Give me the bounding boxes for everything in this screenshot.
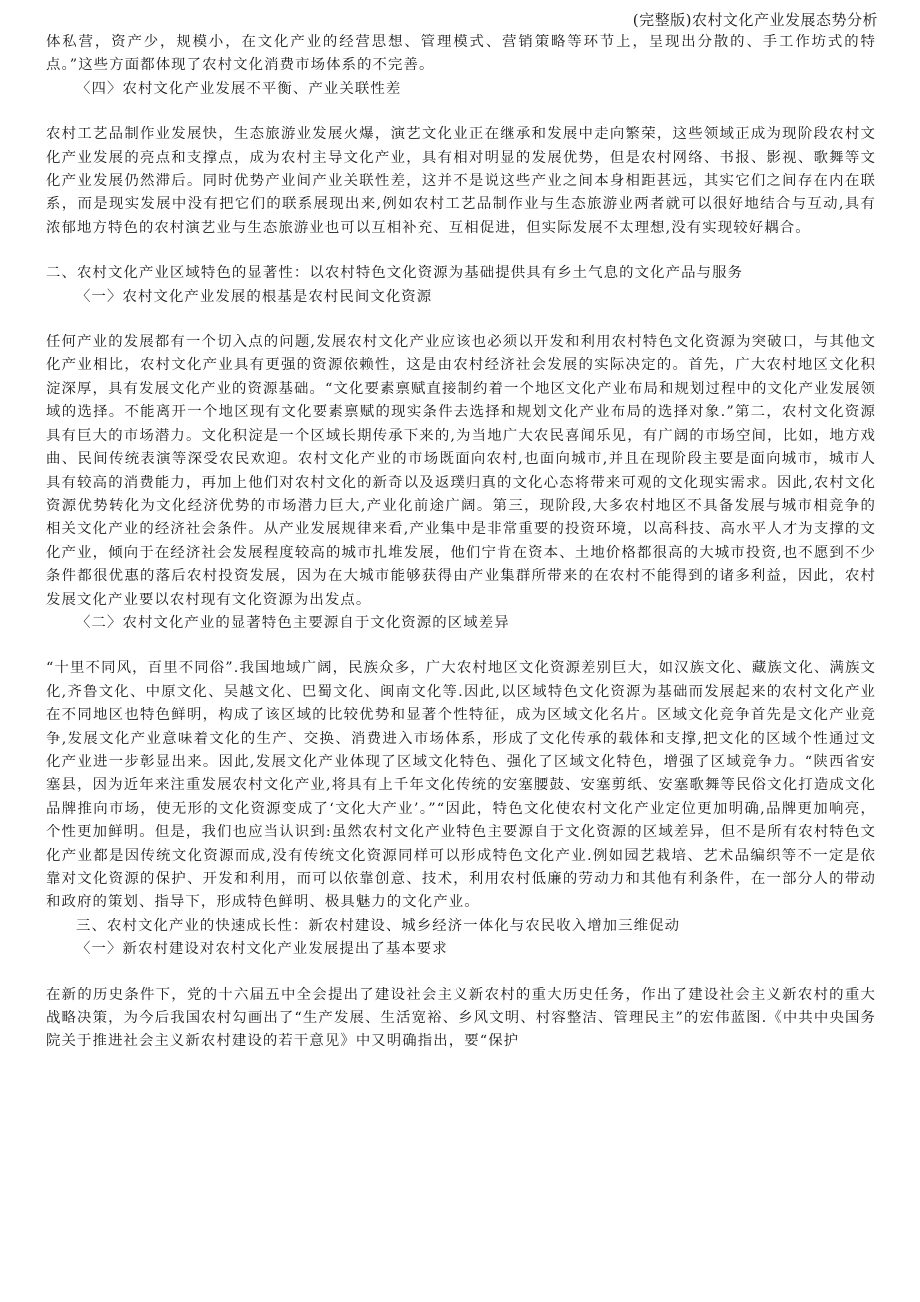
paragraph-consumer-market: 体私营，资产少，规模小，在文化产业的经营思想、管理模式、营销策略等环节上，呈现出分散的、手工作坊式的特点。”这些方面都体现了农村文化消费市场体系的不完善。	[46, 34, 876, 74]
paragraph-imbalance: 农村工艺品制作业发展快，生态旅游业发展火爆，演艺文化业正在继承和发展中走向繁荣，这些领域正成为现阶段农村文化产业发展的亮点和支撑点，成为农村主导文化产业，具有相对明显的发展优势，但是农村网络、书报、影视、歌舞等文化产业发展仍然滞后。同时优势产业间产业关联性差，这并不是说这些产业之间本身相距甚远，其实它们之间存在内在联系，而是现实发展中没有把它们的联系展现出来,例如农村工艺品制作业与生态旅游业两者就可以很好地结合与互动,具有浓郁地方特色的农村演艺业与生态旅游业也可以互相补充、互相促进，但实际发展不太理想,没有实现较好耦合。	[46, 126, 876, 236]
document-body	[46, 31, 876, 1054]
subsection-heading-3-1: 〈一〉新农村建设对农村文化产业发展提出了基本要求	[76, 941, 448, 958]
page-header-title: (完整版)农村文化产业发展态势分析	[632, 11, 878, 29]
subsection-heading-2-2: 〈二〉农村文化产业的显著特色主要源自于文化资源的区域差异	[76, 614, 510, 631]
section-heading-4: 〈四〉农村文化产业发展不平衡、产业关联性差	[76, 80, 402, 97]
section-heading-two: 二、农村文化产业区域特色的显著性：以农村特色文化资源为基础提供具有乡土气息的文化产品与服务	[46, 265, 744, 282]
paragraph-folk-resources: 任何产业的发展都有一个切入点的问题,发展农村文化产业应该也必须以开发和利用农村特色文化资源为突破口，与其他文化产业相比，农村文化产业具有更强的资源依赖性，这是由农村经济社会发展的实际决定的。首先，广大农村地区文化积淀深厚，具有发展文化产业的资源基础。“文化要素禀赋直接制约着一个地区文化产业布局和规划过程中的文化产业发展领域的选择。不能离开一个地区现有文化要素禀赋的现实条件去选择和规划文化产业布局的选择对象.”第二，农村文化资源具有巨大的市场潜力。文化积淀是一个区域长期传承下来的,为当地广大农民喜闻乐见，有广阔的市场空间，比如，地方戏曲、民间传统表演等深受农民欢迎。农村文化产业的市场既面向农村,也面向城市,并且在现阶段主要是面向城市，城市人具有较高的消费能力，再加上他们对农村文化的新奇以及返璞归真的文化心态将带来可观的文化现实需求。因此,农村文化资源优势转化为文化经济优势的市场潜力巨大,产业化前途广阔。第三，现阶段,大多农村地区不具备发展与城市相竞争的相关文化产业的经济社会条件。从产业发展规律来看,产业集中是非常重要的投资环境，以高科技、高水平人才为支撑的文化产业，倾向于在经济社会发展程度较高的城市扎堆发展，他们宁肯在资本、土地价格都很高的大城市投资,也不愿到不少条件都很优惠的落后农村投资发展，因为在大城市能够获得由产业集群所带来的在农村不能得到的诸多利益，因此，农村发展文化产业要以农村现有文化资源为出发点。	[46, 334, 876, 608]
paragraph-new-countryside: 在新的历史条件下，党的十六届五中全会提出了建设社会主义新农村的重大历史任务，作出了建设社会主义新农村的重大战略决策，为今后我国农村勾画出了“生产发展、生活宽裕、乡风文明、村容整洁、管理民主”的宏伟蓝图.《中共中央国务院关于推进社会主义新农村建设的若干意见》中又明确指出，要“保护	[46, 986, 876, 1050]
section-heading-three: 三、农村文化产业的快速成长性：新农村建设、城乡经济一体化与农民收入增加三维促动	[76, 917, 681, 934]
paragraph-regional-difference: “十里不同风，百里不同俗”.我国地域广阔，民族众多，广大农村地区文化资源差别巨大，如汉族文化、藏族文化、满族文化,齐鲁文化、中原文化、吴越文化、巴蜀文化、闽南文化等.因此,以区域特色文化资源为基础而发展起来的农村文化产业在不同地区也特色鲜明，构成了该区域的比较优势和显著个性特征，成为区域文化名片。区域文化竞争首先是文化产业竞争,发展文化产业意味着文化的生产、交换、消费进入市场体系，形成了文化传承的载体和支撑,把文化的区域个性通过文化产业进一步彰显出来。因此,发展文化产业体现了区域文化特色、强化了区域文化特色，增强了区域竞争力。“陕西省安塞县，因为近年来注重发展农村文化产业,将具有上千年文化传统的安塞腰鼓、安塞剪纸、安塞歌舞等民俗文化打造成文化品牌推向市场，使无形的文化资源变成了‘文化大产业’。”“因此，特色文化使农村文化产业定位更加明确,品牌更加响亮，个性更加鲜明。但是，我们也应当认识到:虽然农村文化产业特色主要源自于文化资源的区域差异，但不是所有农村特色文化产业都是因传统文化资源而成,没有传统文化资源同样可以形成特色文化产业.例如园艺栽培、艺术品编织等不一定是依靠对文化资源的保护、开发和利用，而可以依靠创意、技术，利用农村低廉的劳动力和其他有利条件，在一部分人的带动和政府的策划、指导下，形成特色鲜明、极具魅力的文化产业。	[46, 660, 876, 911]
subsection-heading-2-1: 〈一〉农村文化产业发展的根基是农村民间文化资源	[76, 288, 433, 305]
